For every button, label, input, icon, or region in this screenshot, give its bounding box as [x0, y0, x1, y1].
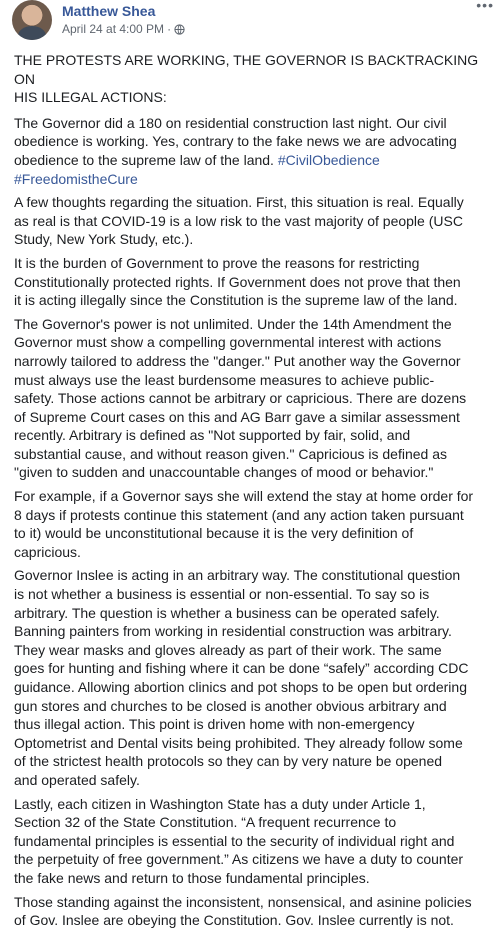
- post-paragraph-6: Governor Inslee is acting in an arbitrary way. The constitutional question is not whether a business is essential or non-essential. To say so is arbitrary. The question is whether a business can be operated safely. Banning painters from working in residential construction was arbitrary. They wear masks and gloves already as part of their work. The same goes for hunting and fishing where it can be done “safely” according CDC guidance. Allowing abortion clinics and pot shops to be open but ordering gun stores and churches to be closed is another obvious arbitrary and thus illegal action. This point is driven home with non-emergency Optometrist and Dental visits being prohibited. They already follow some of the strictest health protocols so they can by very nature be opened and operated safely.: [14, 567, 469, 788]
- author-avatar[interactable]: [12, 0, 52, 40]
- post-meta: [62, 22, 185, 36]
- meta-separator: ·: [167, 22, 172, 36]
- post-paragraph-7: Lastly, each citizen in Washington State has a duty under Article 1, Section 32 of the State Constitution. “A frequent recurrence to fundamental principles is essential to the security of individual right and the perpetuity of free government.” As citizens we have a duty to counter the fake news and return to those fundamental principles.: [14, 795, 464, 886]
- post-timestamp[interactable]: April 24 at 4:00 PM: [62, 22, 165, 36]
- more-options-icon[interactable]: •••: [476, 0, 494, 13]
- author-name[interactable]: Matthew Shea: [62, 3, 156, 19]
- post-paragraph-4: The Governor's power is not unlimited. Under the 14th Amendment the Governor must show a compelling governmental interest with actions narrowly tailored to address the "danger." Put another way the Governor must always use the least burdensome measures to achieve public- safety. Those actions cannot be arbitrary or capricious. There are dozens of Supreme Court cases on this and AG Barr gave a similar assessment recently. Arbitrary is defined as "Not supported by fair, solid, and substantial cause, and without reason given." Capricious is defined as "given to sudden and unaccountable changes of mood or behavior.": [14, 315, 467, 481]
- hashtag-civil-obedience[interactable]: #CivilObedience: [277, 151, 380, 168]
- globe-icon[interactable]: [174, 24, 185, 35]
- post-paragraph-1: [14, 114, 488, 188]
- hashtag-freedom-is-the-cure[interactable]: #FreedomistheCure: [14, 170, 138, 187]
- post-body: [0, 51, 500, 930]
- paragraph-1-text: The Governor did a 180 on residential construction last night. Our civil obedience is working. Yes, contrary to the fake news we are advocating obedience to the supreme law of the land.: [14, 114, 457, 168]
- post-paragraph-2: A few thoughts regarding the situation. First, this situation is real. Equally as real is that COVID-19 is a low risk to the vast majority of people (USC Study, New York Study, etc.).: [14, 194, 464, 248]
- post-paragraph-3: It is the burden of Government to prove the reasons for restricting Constitutionally protected rights. If Government does not prove that then it is acting illegally since the Constitution is the supreme law of the land.: [14, 254, 461, 309]
- post-paragraph-8: Those standing against the inconsistent, nonsensical, and asinine policies of Gov. Inslee are obeying the Constitution. Gov. Inslee currently is not.: [14, 893, 472, 929]
- post-paragraph-5: For example, if a Governor says she will extend the stay at home order for 8 days if protests continue this statement (and any action taken pursuant to it) would be unconstitutional because it is the very definition of capricious.: [14, 488, 474, 560]
- post-header: [0, 0, 500, 46]
- post-headline: THE PROTESTS ARE WORKING, THE GOVERNOR IS BACKTRACKING ON HIS ILLEGAL ACTIONS:: [14, 52, 479, 106]
